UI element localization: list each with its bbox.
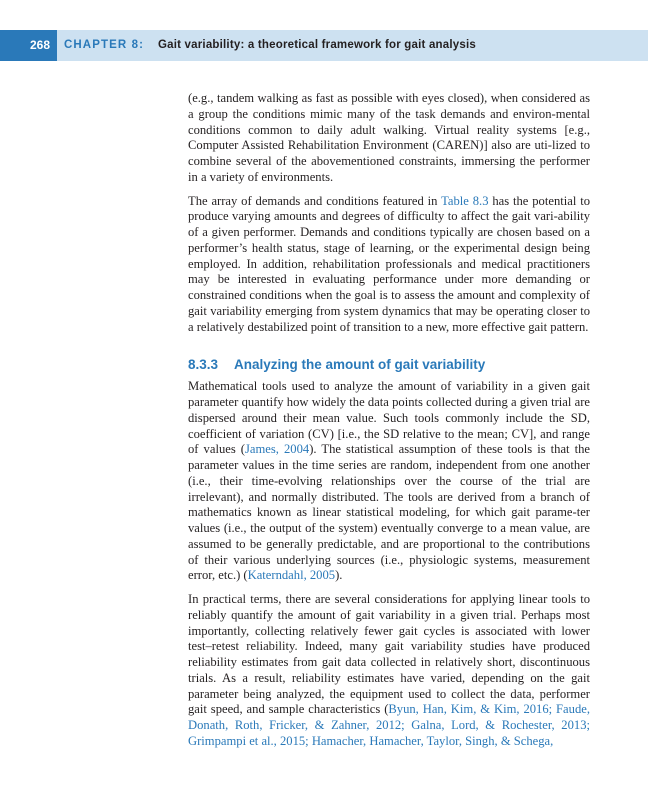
section-title: Analyzing the amount of gait variability <box>234 357 486 373</box>
paragraph-1 <box>188 91 590 186</box>
paragraph-4-text-start: In practical terms, there are several considerations for applying linear tools to reliably quantify the amount of gait variability in a given trial. Perhaps most importantly, collecting relatively fewer gait cycles is associated with lower test–retest reliability. Indeed, many gait variability studies have produced reliability estimates from gait data collected in relatively short, discontinuous trials. As a result, reliability estimates have varied, depending on the gait parameter being analyzed, the equipment used to collect the data, performer gait speed, and sample characteristics ( <box>188 592 590 717</box>
paragraph-3 <box>188 379 590 584</box>
section-number: 8.3.3 <box>188 357 219 373</box>
chapter-title: Gait variability: a theoretical framework for gait analysis <box>158 39 476 51</box>
table-reference-link[interactable]: Table 8.3 <box>441 193 489 208</box>
paragraph-2-text-end: has the potential to produce varying amounts and degrees of difficulty to affect the gait vari-ability of a given performer. Demands and conditions typically are chosen based on a performer’s health status, stage of learning, or the experimental design being employed. In addition, rehabilitation professionals and medical practitioners may be interested in evaluating performance under more demanding or constrained conditions when the goal is to assess the amount and complexity of gait variability emerging from system dynamics that may be operating closer to a relatively destabilized point of transition to a new, more effective gait pattern. <box>188 193 590 334</box>
paragraph-3-text-start: Mathematical tools used to analyze the amount of variability in a given gait parameter quantify how widely the data points collected during a given trial are dispersed around their mean value. Such tools commonly include the SD, coefficient of variation (CV) [i.e., the SD relative to the mean; CV], and range of values ( <box>188 379 590 457</box>
citation-group[interactable]: Byun, Han, Kim, & Kim, 2016; Faude, Donath, Roth, Fricker, & Zahner, 2012; Galna, Lord, & Rochester, 2013; Grimpampi et al., 2015; Hamacher, Hamacher, Taylor, Singh, & Schega, <box>188 702 590 748</box>
section-heading <box>188 357 590 372</box>
body-text <box>188 91 590 750</box>
paragraph-2 <box>188 194 590 336</box>
paragraph-3-text-end: ). <box>335 568 343 583</box>
paragraph-2-text-start: The array of demands and conditions featured in <box>188 193 442 208</box>
paragraph-3-text-middle: ). The statistical assumption of these tools is that the parameter values in the time series are random, independent from one another (i.e., their time-evolving relationships over the course of the trial are irrelevant), and normally distributed. The tools are derived from a branch of mathematics known as linear statistical modeling, for which gait parame-ter values (i.e., the output of the system) eventually converge to a mean value, are assumed to be generally predictable, and are proportional to the contributions of their various underlying sources (i.e., physiologic systems, measurement error, etc.) ( <box>188 442 591 583</box>
chapter-label: CHAPTER 8: <box>64 39 145 51</box>
citation-katerndahl-2005[interactable]: Katerndahl, 2005 <box>247 568 336 583</box>
citation-james-2004[interactable]: James, 2004 <box>245 442 310 457</box>
paragraph-1-text: (e.g., tandem walking as fast as possible with eyes closed), when considered as a group the conditions mimic many of the task demands and environ-mental conditions common to daily adult walking. Virtual reality systems [e.g., Computer Assisted Rehabilitation Environment (CAREN)] also are uti-lized to combine several of the abovementioned constraints, immersing the performer in a variety of environments. <box>188 91 590 184</box>
page-number: 268 <box>0 30 57 61</box>
paragraph-4 <box>188 592 590 750</box>
